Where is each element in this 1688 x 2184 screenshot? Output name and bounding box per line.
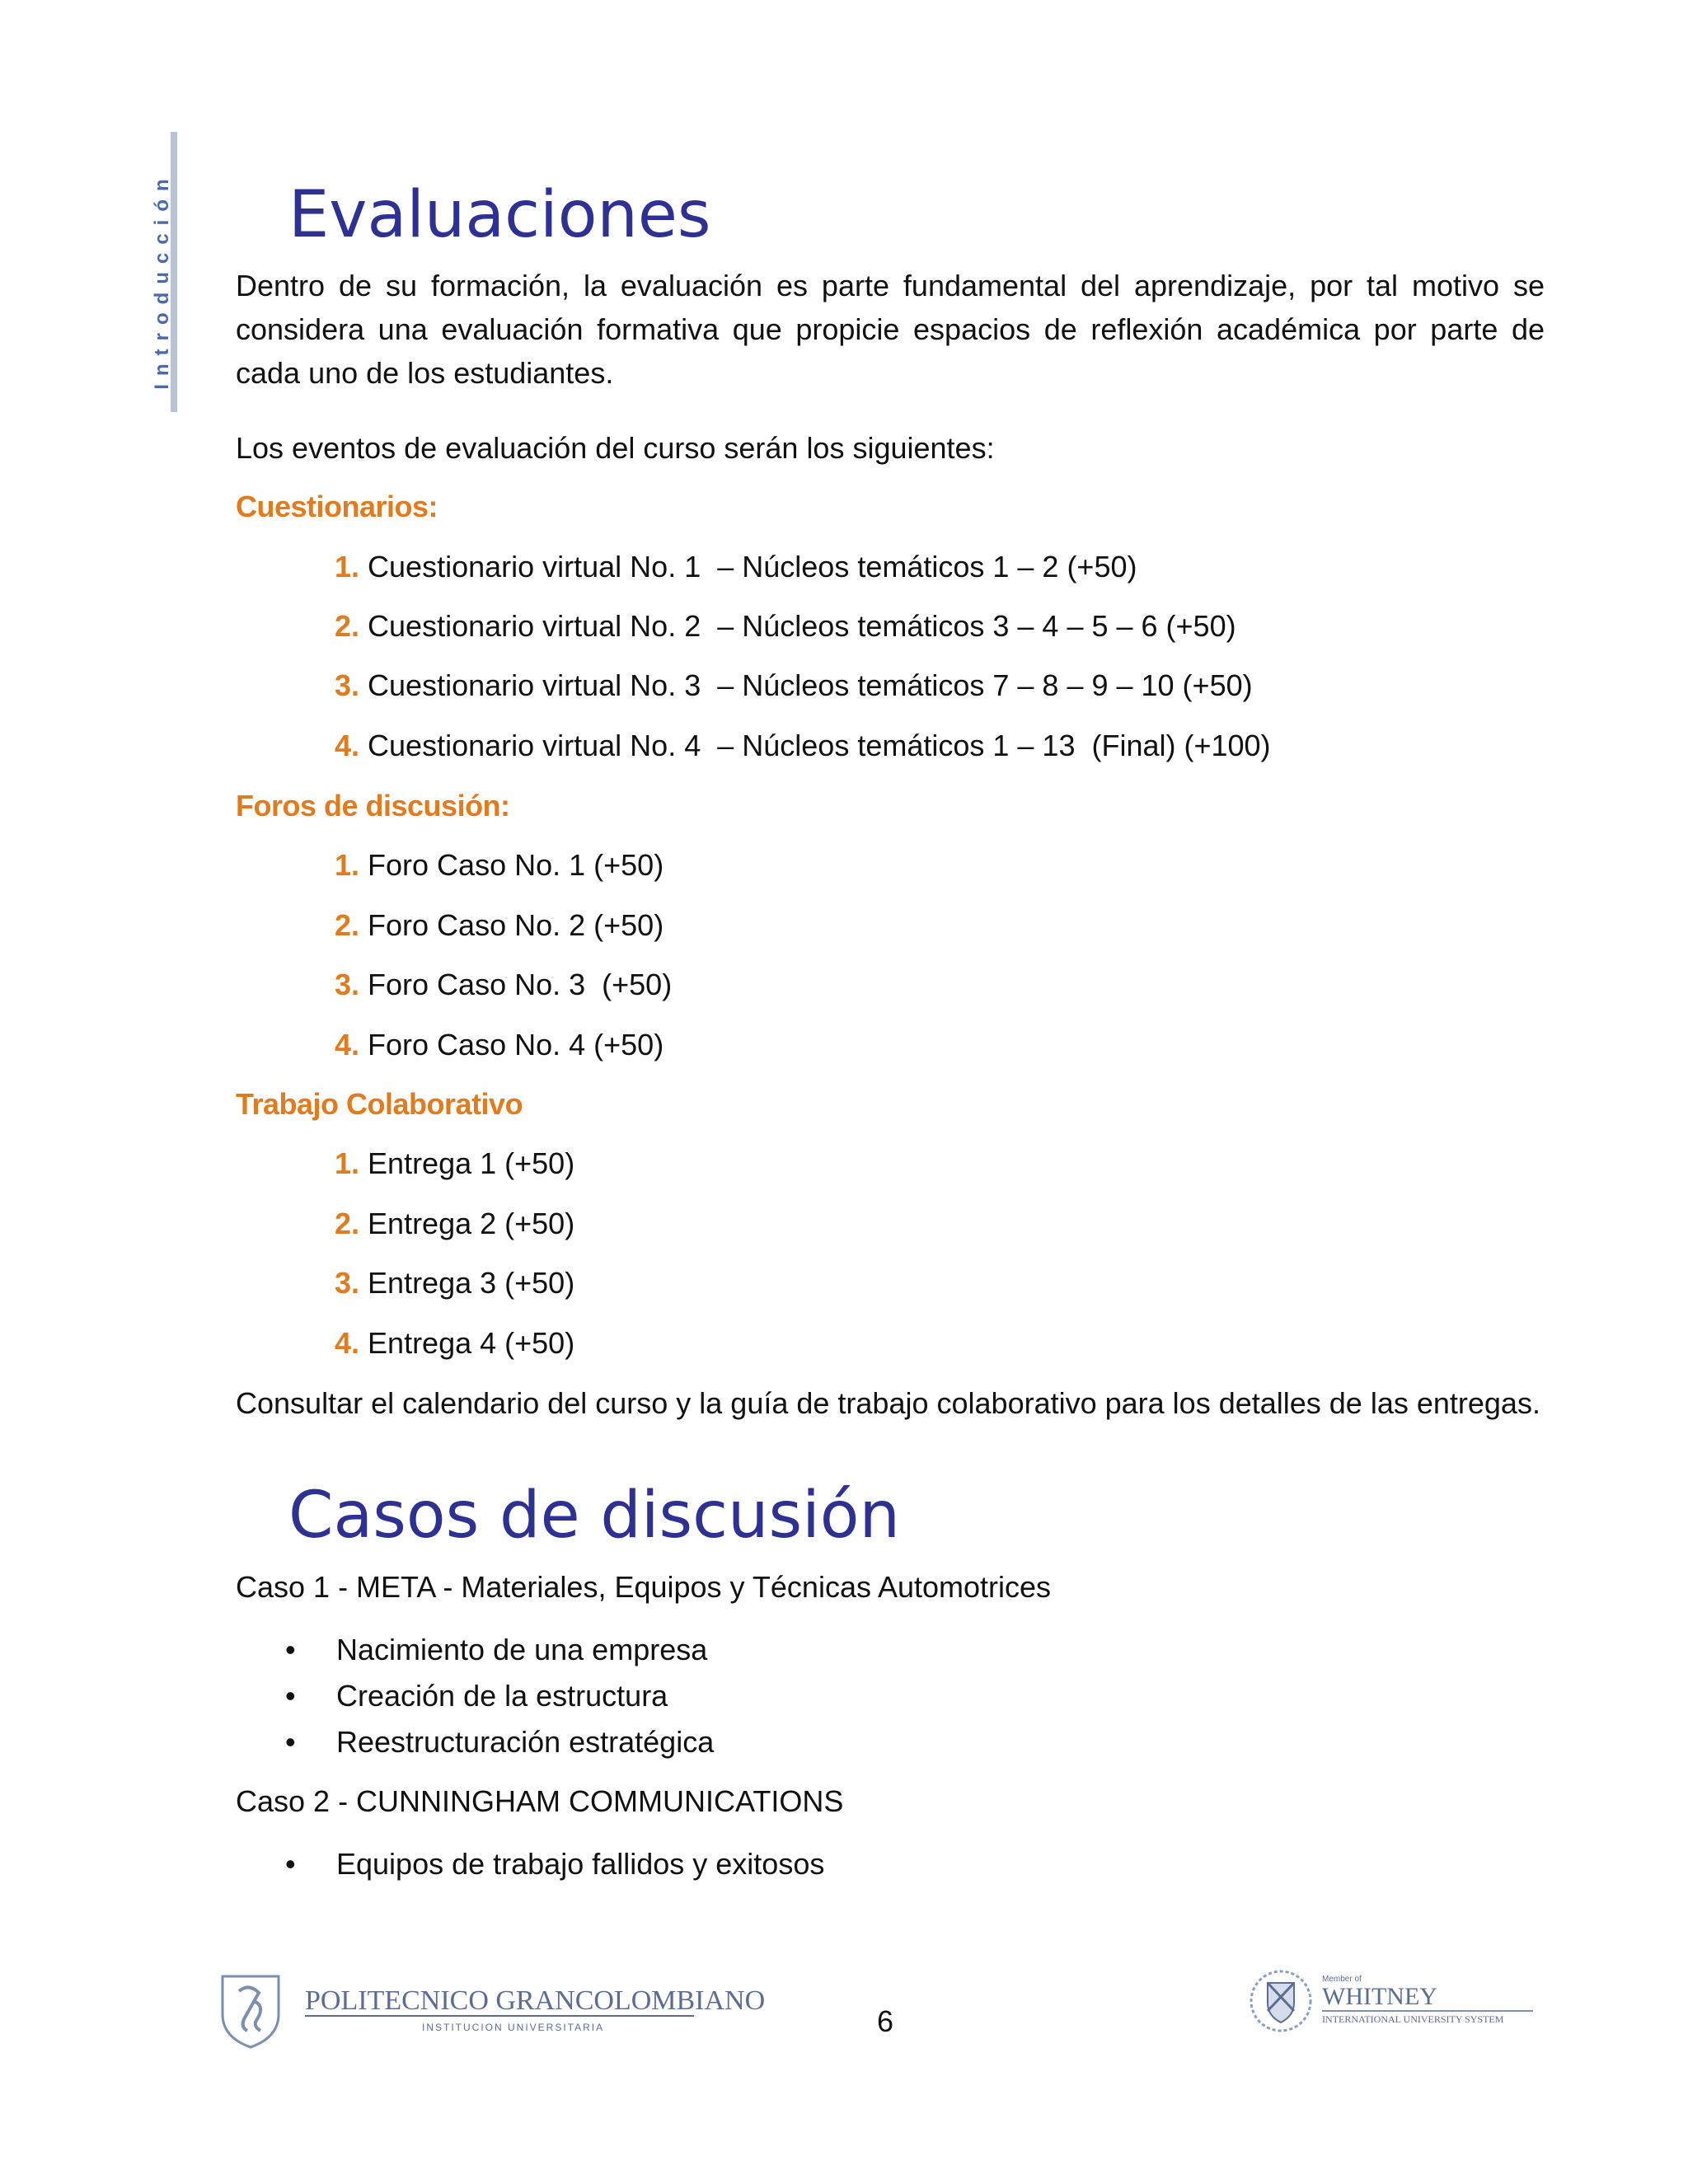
events-intro: Los eventos de evaluación del curso serán los siguientes: bbox=[236, 431, 995, 465]
foros-heading: Foros de discusión: bbox=[236, 789, 510, 823]
list-item: 3. Entrega 3 (+50) bbox=[335, 1266, 575, 1300]
side-section-label: Introducción bbox=[151, 171, 173, 390]
list-item: 1. Foro Caso No. 1 (+50) bbox=[335, 848, 664, 882]
list-item: 2. Entrega 2 (+50) bbox=[335, 1207, 575, 1240]
casos-title: Casos de discusión bbox=[288, 1479, 900, 1553]
list-item: 3. Cuestionario virtual No. 3 – Núcleos temáticos 7 – 8 – 9 – 10 (+50) bbox=[335, 668, 1253, 702]
politecnico-subtitle: INSTITUCION UNIVERSITARIA bbox=[422, 2022, 605, 2033]
bullet-icon: • bbox=[285, 1847, 296, 1881]
list-item: • Equipos de trabajo fallidos y exitosos bbox=[285, 1847, 825, 1881]
politecnico-wordmark: POLITECNICO GRANCOLOMBIANO bbox=[305, 1985, 766, 2016]
consultar-paragraph: Consultar el calendario del curso y la guía de trabajo colaborativo para los detalles de las entregas. bbox=[236, 1386, 1540, 1420]
list-item: • Nacimiento de una empresa bbox=[285, 1633, 708, 1666]
list-item: 4. Cuestionario virtual No. 4 – Núcleos temáticos 1 – 13 (Final) (+100) bbox=[335, 729, 1271, 762]
list-item: 1. Entrega 1 (+50) bbox=[335, 1146, 575, 1180]
evaluaciones-title: Evaluaciones bbox=[288, 178, 711, 252]
whitney-member-text: Member of bbox=[1322, 1975, 1362, 1984]
whitney-wordmark: WHITNEY bbox=[1322, 1983, 1437, 2010]
list-item: 4. Entrega 4 (+50) bbox=[335, 1326, 575, 1360]
whitney-subtitle: INTERNATIONAL UNIVERSITY SYSTEM bbox=[1322, 2013, 1504, 2025]
list-item: • Reestructuración estratégica bbox=[285, 1725, 715, 1759]
whitney-logo bbox=[1248, 1965, 1536, 2039]
list-item: 4. Foro Caso No. 4 (+50) bbox=[335, 1028, 664, 1062]
list-item: • Creación de la estructura bbox=[285, 1679, 668, 1713]
list-item: 2. Cuestionario virtual No. 2 – Núcleos temáticos 3 – 4 – 5 – 6 (+50) bbox=[335, 609, 1236, 643]
bullet-icon: • bbox=[285, 1725, 296, 1759]
bullet-icon: • bbox=[285, 1679, 296, 1713]
list-item: 1. Cuestionario virtual No. 1 – Núcleos temáticos 1 – 2 (+50) bbox=[335, 550, 1137, 583]
list-item: 3. Foro Caso No. 3 (+50) bbox=[335, 968, 673, 1001]
caso2-label: Caso 2 - CUNNINGHAM COMMUNICATIONS bbox=[236, 1784, 844, 1818]
cuestionarios-heading: Cuestionarios: bbox=[236, 490, 438, 523]
list-item: 2. Foro Caso No. 2 (+50) bbox=[335, 908, 664, 942]
trabajo-heading: Trabajo Colaborativo bbox=[236, 1087, 523, 1121]
evaluaciones-intro: Dentro de su formación, la evaluación es parte fundamental del aprendizaje, por tal motivo se considera una evaluación formativa que propicie espacios de reflexión académica por parte de cada uno de los estudiantes. bbox=[236, 269, 1545, 390]
page-number: 6 bbox=[877, 2004, 894, 2038]
politecnico-logo bbox=[216, 1971, 766, 2050]
bullet-icon: • bbox=[285, 1633, 296, 1666]
caso1-label: Caso 1 - META - Materiales, Equipos y Técnicas Automotrices bbox=[236, 1570, 1052, 1604]
